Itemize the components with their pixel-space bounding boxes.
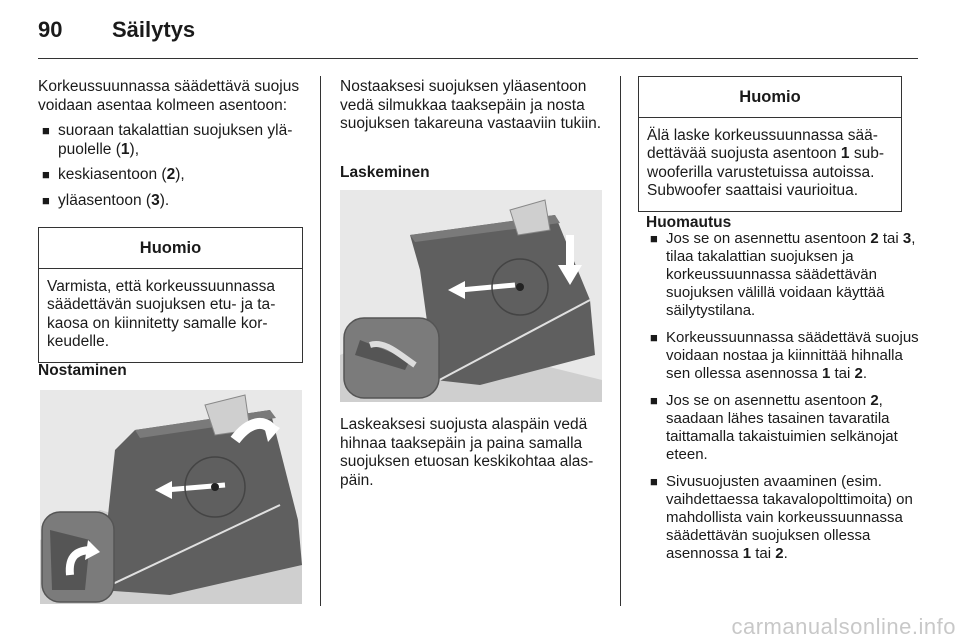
bullet-square-icon: ■ [42, 123, 50, 138]
caution-body: Älä laske korkeussuunnassa säädettävää suojusta asentoon 1 subwooferilla varustetuissa autoissa. Subwoofer saattaisi vaurioitua. [647, 126, 885, 199]
list-item: ■ Jos se on asennettu asentoon 2 tai 3, tilaa takalattian suojuksen ja korkeussuunnassa säädettävän suojuksen välillä voidaan käyttää säilytystilana. [650, 230, 916, 319]
footer-watermark: carmanualsonline.info [731, 614, 956, 639]
left-column [38, 78, 304, 210]
list-item: ■ yläasentoon (3). [42, 191, 170, 209]
bullet-square-icon: ■ [42, 192, 50, 208]
bullet-square-icon: ■ [650, 330, 658, 345]
lowering-heading: Laskeminen [340, 164, 430, 181]
position-list [38, 122, 304, 210]
column-separator-right [620, 76, 621, 606]
list-item: ■ Korkeussuunnassa säädettävä suojus voidaan nostaa ja kiinnittää hihnalla sen ollessa asennossa 1 tai 2. [650, 329, 919, 382]
lowering-paragraph: Laskeaksesi suojusta alaspäin vedä hihnaa taaksepäin ja paina samalla suojuksen etuosan keskikohtaa alaspäin. [340, 416, 594, 489]
note-heading: Huomautus [646, 214, 732, 231]
list-item: ■ Sivusuojusten avaaminen (esim. vaihdettaessa takavalopolttimoita) on mahdollista vain korkeussuunnassa säädettävän suojuksen ollessa asennossa 1 tai 2. [650, 473, 913, 562]
list-item: ■ keskiasentoon (2), [42, 166, 185, 183]
header-divider [38, 58, 918, 59]
caution-box-left [38, 227, 303, 363]
page-title: Säilytys [112, 17, 196, 42]
page-number: 90 [38, 17, 63, 42]
intro-paragraph: Korkeussuunnassa säädettävä suojus voidaan asentaa kolmeen asentoon: [38, 78, 300, 114]
bullet-square-icon: ■ [650, 231, 658, 246]
list-item: ■ suoraan takalattian suojuksen yläpuolelle (1), [42, 122, 293, 158]
bullet-square-icon: ■ [650, 474, 658, 489]
caution-box-right [638, 76, 902, 212]
note-list [646, 230, 928, 563]
lowering-illustration [340, 190, 602, 402]
list-item: ■ Jos se on asennettu asentoon 2, saadaan lähes tasainen tavaratila taittamalla takaistuimien selkänojat eteen. [650, 392, 898, 463]
bullet-square-icon: ■ [42, 167, 50, 182]
caution-heading: Huomio [639, 77, 901, 118]
caution-heading: Huomio [39, 228, 302, 269]
raising-heading: Nostaminen [38, 362, 127, 379]
column-separator-left [320, 76, 321, 606]
raising-paragraph: Nostaaksesi suojuksen yläasentoon vedä silmukkaa taaksepäin ja nosta suojuksen takareuna vastaaviin tukiin. [340, 78, 602, 132]
note-list-wrapper [646, 226, 928, 563]
bullet-square-icon: ■ [650, 393, 658, 408]
raising-illustration [40, 390, 302, 604]
caution-body: Varmista, että korkeussuunnassa säädettävän suojuksen etu- ja takaosa on kiinnitetty samalle korkeudelle. [47, 277, 276, 350]
